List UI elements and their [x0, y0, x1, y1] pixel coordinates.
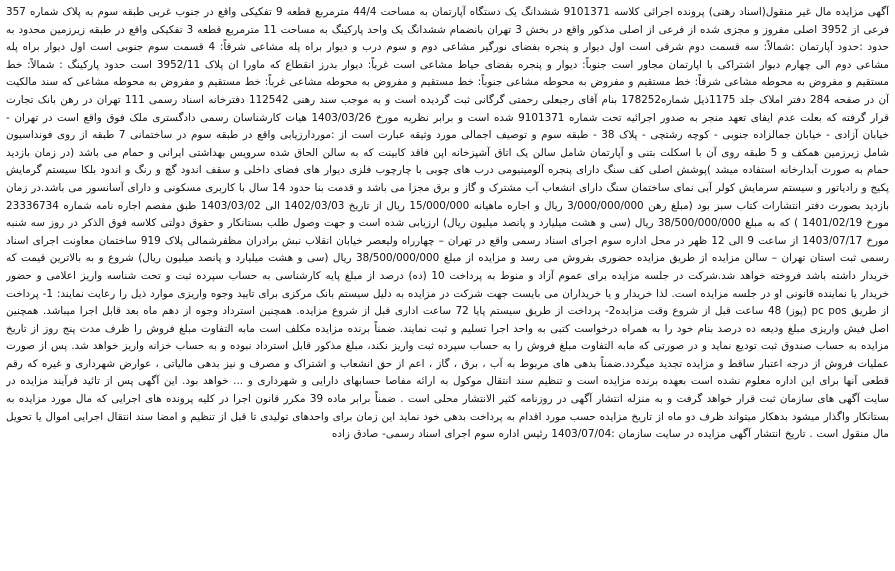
auction-notice-text: آگهی مزایده مال غیر منقول(اسناد رهنی) پرونده اجرائی کلاسه 9101371 ششدانگ یک دستگاه آپارتمان به مساحت 44/4 مترمربع قطعه 9 تفکیکی واقع در جنوب غربی طبقه سوم به پلاک شماره 357 فرعی از 3952 اصلی مفروز و مجزی شده از فرعی از اصلی مذکور واقع در بخش 3 تهران بانضمام ششدانگ یک واحد پارکینگ به مساحت 11 مترمربع قطعه 3 تفکیکی واقع در طبقه زیرزمین محدود به حدود :حدود آپارتمان :شمالاً: سه قسمت دوم شرقی است اول دیوار و پنجره بفضای نورگیر مشاعی دوم و سوم درب و دیوار براه پله مشاعی شرقاً: 4 قسمت سوم جنوبی است اول دیوار براه پله مشاعی دوم الی چهارم دیوار اشتراکی با اپارتمان مجاور است جنوباً: دیوار و پنجره بفضای حیاط مشاعی است غرباً: دیوار بدرز انقطاع که ماورا ان پلاک 3952/11 است حدود پارکینگ : شمالاً: خط مستقیم و مفروض به محوطه مشاعی شرقاً: خط مستقیم و مفروض به محوطه مشاعی جنوباً: خط مستقیم و مفروض به محوطه مشاعی غرباً: خط مستقیم و مفروض به محوطه مشاعی که سند مالکیت آن در صفحه 284 دفتر املاک جلد 1175ذیل شماره178252 بنام آقای رجبعلی رحمتی گرگانی ثبت گردیده است و به موجب سند رهنی 112542 دفترخانه اسناد رسمی 111 تهران در رهن بانک تجارت قرار گرفته که بعلت عدم ایفای تعهد منجر به صدور اجرائیه تحت شماره 9101371 شده است و برابر نظریه مورخ 1403/03/26 هیات کارشناسان رسمی دادگستری ملک فوق واقع است در تهران - خیابان آزادی - خیابان جمالزاده جنوبی - کوچه رشتچی - پلاک 38 - طبقه سوم و توصیف اجمالی مورد وثیقه عبارت است از :موردارزیابی واقع در طبقه سوم در ساختمانی 7 طبقه از روی فونداسیون شامل زیرزمین همکف و 5 طبقه روی آن با اسکلت بتنی و آپارتمان شامل سالن یک اتاق آشپزخانه اپن فاقد کابینت که به سالن الحاق شده سرویس بهداشتی ایرانی و حمام می باشد (در زمان بازدید حمام به صورت آبدارخانه استفاده میشد )پوشش اصلی کف سنگ دارای پنجره آلومینیومی درب های چوبی با چارچوب فلزی دیوار های فضای داخلی و سقف اندود گچ و رنگ و اندود بلکا سیستم گرمایش پکیج و رادیاتور و سیستم سرمایش کولر آبی نمای ساختمان سنگ دارای انشعاب آب مشترک و گاز و برق مجزا می باشد و قدمت بنا حدود 14 سال با کاربری مسکونی و دارای آسانسور می باشد.در زمان بازدید بصورت دفتر انتشارات کتاب سبز بود (مبلغ رهن 3/000/000/000 ریال و اجاره ماهیانه 15/000/000 ریال از تاریخ 1402/03/03 الی 1403/03/02 طبق مفصم اجاره نامه شماره 23336734 مورخ 1401/02/19 ) که به مبلغ 38/500/000/000 ریال (سی و هشت میلیارد و پانصد میلیون ریال) ارزیابی شده است و جهت وصول طلب بستانکار و حقوق دولتی کلاسه فوق الذکر در روز سه شنبه مورخ 1403/07/17 از ساعت 9 الی 12 ظهر در محل اداره سوم اجرای اسناد رسمی واقع در تهران – چهارراه ولیعصر خیابان انقلاب نبش برادران مظفرشمالی پلاک 919 ساختمان معاونت اجرای اسناد رسمی ثبت استان تهران – سالن مزایده از طریق مزایده حضوری بفروش می رسد و مزایده از مبلغ 38/500/000/000 ریال (سی و هشت میلیارد و پانصد میلیون ریال) شروع و به بالاترین قیمت که خریدار داشته باشد فروخته خواهد شد.شرکت در جلسه مزایده برای عموم آزاد و منوط به پرداخت 10 (ده) درصد از مبلغ پایه کارشناسی به حساب سپرده ثبت و تحت شناسه واریز اعلامی و حضور خریدار یا نماینده قانونی او در جلسه مزایده است. لذا خریدار و یا خریداران می بایست جهت شرکت در مزایده به دلیل سیستم بانک مرکزی برای تایید وجوه واریزی موارد ذیل را رعایت نمایند: 1- پرداخت از طریق pc pos (پوز) 48 ساعت قبل از شروع وقت مزایده2- پرداخت از طریق سیستم پایا 72 ساعت اداری قبل از شروع مزایده. همچنین استرداد وجوه از دهم ماه بعد قابل اجرا میباشد. همچنین اصل فیش واریزی مبلغ ودیعه ده درصد بنام خود را به همراه درخواست کتبی به واحد اجرا تسلیم و ثبت نمایند. ضمناً برنده مزایده مکلف است مابه التفاوت مبلغ فروش را ظرف مدت پنج روز از تاریخ مزایده به حساب صندوق ثبت تودیع نماید و در صورتی که مابه التفاوت مبلغ فروش را به حساب سپرده ثبت واریز نکند، مبلغ مذکور قابل استرداد نبوده و به حساب خزانه واریز خواهد شد. پس از صورت عملیات فروش از درجه اعتبار ساقط و مزایده تجدید میگردد.ضمناً بدهی های مربوط به آب ، برق ، گاز ، اعم از حق انشعاب و اشتراک و مصرف و نیز بدهی مالیاتی ، عوارض شهرداری و غیره که رقم قطعی آنها برای این اداره معلوم نشده است بعهده برنده مزایده است و تنظیم سند انتقال موکول به ارائه مفاصا حسابهای دارایی و شهرداری و ... خواهد بود. این آگهی پس از تائید فرآیند مزایده در سایت آگهی های سازمان ثبت قرار خواهد گرفت و به منزله انتشار آگهی در روزنامه کثیر الانتشار محلی است . ضمناً برابر ماده 39 مکرر قانون اجرا در کلیه پرونده های اجرایی که مال مورد مزایده به بستانکار واگذار میشود بدهکار میتواند ظرف دو ماه از تاریخ مزایده حسب مورد اقدام به پرداخت بدهی خود نماید این زمان برای واحدهای تولیدی تا قبل از تنظیم و امضا سند انتقال اجرایی اموال یا تحویل مال منقول است . تاریخ انتشار آگهی مزایده در سایت سازمان :1403/07/04 رئیس اداره سوم اجرای اسناد رسمی- صادق زاده — [6, 6, 889, 441]
